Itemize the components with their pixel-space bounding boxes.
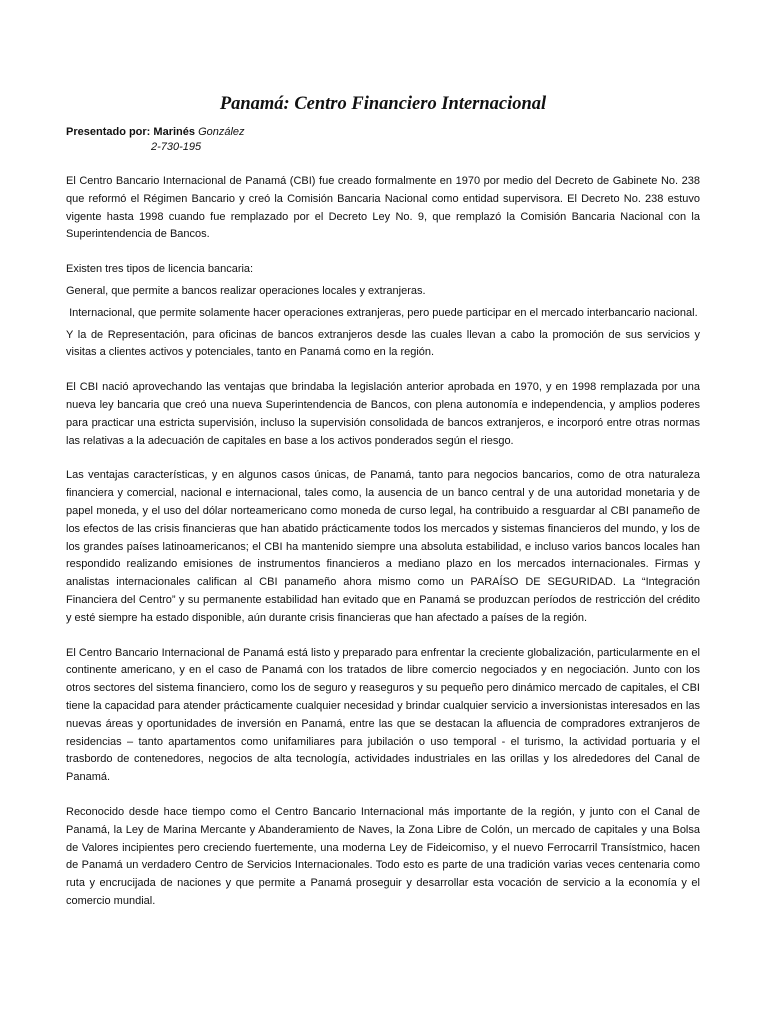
presenter-label: Presentado por:: [66, 126, 151, 138]
paragraph-cbi-origin: El CBI nació aprovechando las ventajas que brindaba la legislación anterior aprobada en 1970, y en 1998 remplazada por una nueva ley bancaria que creó una nueva Superintendencia de Bancos, con plena autonomía e independencia, y amplios poderes para practicar una estricta supervisión, incluso la supervisión consolidada de bancos extranjeros, e incorporó entre otras normas las relativas a la adecuación de capitales en base a los activos ponderados según el riesgo.: [66, 381, 700, 447]
paragraph-conclusion: Reconocido desde hace tiempo como el Centro Bancario Internacional más importante de la región, y junto con el Canal de Panamá, la Ley de Marina Mercante y Abanderamiento de Naves, la Zona Libre de Colón, un mercado de capitales y una Bolsa de Valores incipientes pero creciendo fuertemente, una moderna Ley de Fideicomiso, y el nuevo Ferrocarril Transístmico, hacen de Panamá un verdadero Centro de Servicios Internacionales. Todo esto es parte de una tradición varias veces centenaria como ruta y encrucijada de naciones y que permite a Panamá proseguir y desarrollar esta vocación de servicio a la economía y el comercio mundial.: [66, 805, 700, 907]
paragraph-intro: El Centro Bancario Internacional de Panamá (CBI) fue creado formalmente en 1970 por medio del Decreto de Gabinete No. 238 que reformó el Régimen Bancario y creó la Comisión Bancaria Nacional como entidad supervisora. El Decreto No. 238 estuvo vigente hasta 1998 cuando fue remplazado por el Decreto Ley No. 9, que remplazó la Comisión Bancaria Nacional con la Superintendencia de Bancos.: [66, 175, 700, 241]
presenter-line: [66, 125, 700, 140]
document-page: [66, 92, 700, 911]
presenter-lastname: González: [198, 126, 245, 138]
document-title: Panamá: Centro Financiero Internacional: [219, 94, 547, 114]
paragraph-license-general: General, que permite a bancos realizar operaciones locales y extranjeras.: [66, 284, 426, 297]
presenter-id: 2-730-195: [151, 141, 202, 153]
paragraph-globalization: El Centro Bancario Internacional de Panamá está listo y preparado para enfrentar la creciente globalización, particularmente en el continente americano, y en el caso de Panamá con los tratados de libre comercio negociados y en negociación. Junto con los otros sectores del sistema financiero, como los de seguro y reaseguros y su pequeño pero dinámico mercado de capitales, el CBI tiene la capacidad para atender prácticamente cualquier necesidad y brindar cualquier servicio a inversionistas interesados en las nuevas áreas y oportunidades de inversión en Panamá, entre las que se destacan la afluencia de compradores extranjeros de residencias – tanto apartamentos como unifamiliares para jubilación o uso temporal - el turismo, la actividad portuaria y el trasbordo de contenedores, negocios de alta tecnología, actividades industriales en las orillas y los alrededores del Canal de Panamá.: [66, 646, 700, 784]
paragraph-license-types: Existen tres tipos de licencia bancaria:: [66, 263, 254, 276]
paragraph-license-representation: Y la de Representación, para oficinas de bancos extranjeros desde las cuales llevan a cabo la promoción de sus servicios y visitas a clientes activos y potenciales, tanto en Panamá como en la región.: [66, 328, 700, 359]
paragraph-license-international: Internacional, que permite solamente hacer operaciones extranjeras, pero puede participar en el mercado interbancario nacional.: [66, 306, 698, 319]
presenter-firstname: Marinés: [153, 126, 195, 138]
paragraph-advantages: Las ventajas características, y en algunos casos únicas, de Panamá, tanto para negocios bancarios, como de otra naturaleza financiera y comercial, nacional e internacional, tales como, la ausencia de un banco central y de una autoridad monetaria y de papel moneda, y el uso del dólar norteamericano como moneda de curso legal, ha contribuido a resguardar al CBI panameño de los efectos de las crisis financieras que han abatido prácticamente todos los mercados y sistemas financieros del mundo, y los de los grandes países latinoamericanos; el CBI ha mantenido siempre una absoluta estabilidad, e incluso varios bancos locales han respondido realizando emisiones de instrumentos financieros a mediano plazo en los mercados internacionales. Firmas y analistas internacionales califican al CBI panameño ahora mismo como un PARAÍSO DE SEGURIDAD. La “Integración Financiera del Centro” y su permanente estabilidad han evitado que en Panamá se produzcan períodos de restricción del crédito y esté siempre ha estado disponible, aún durante crisis financieras que han afectado a países de la región.: [66, 469, 700, 624]
